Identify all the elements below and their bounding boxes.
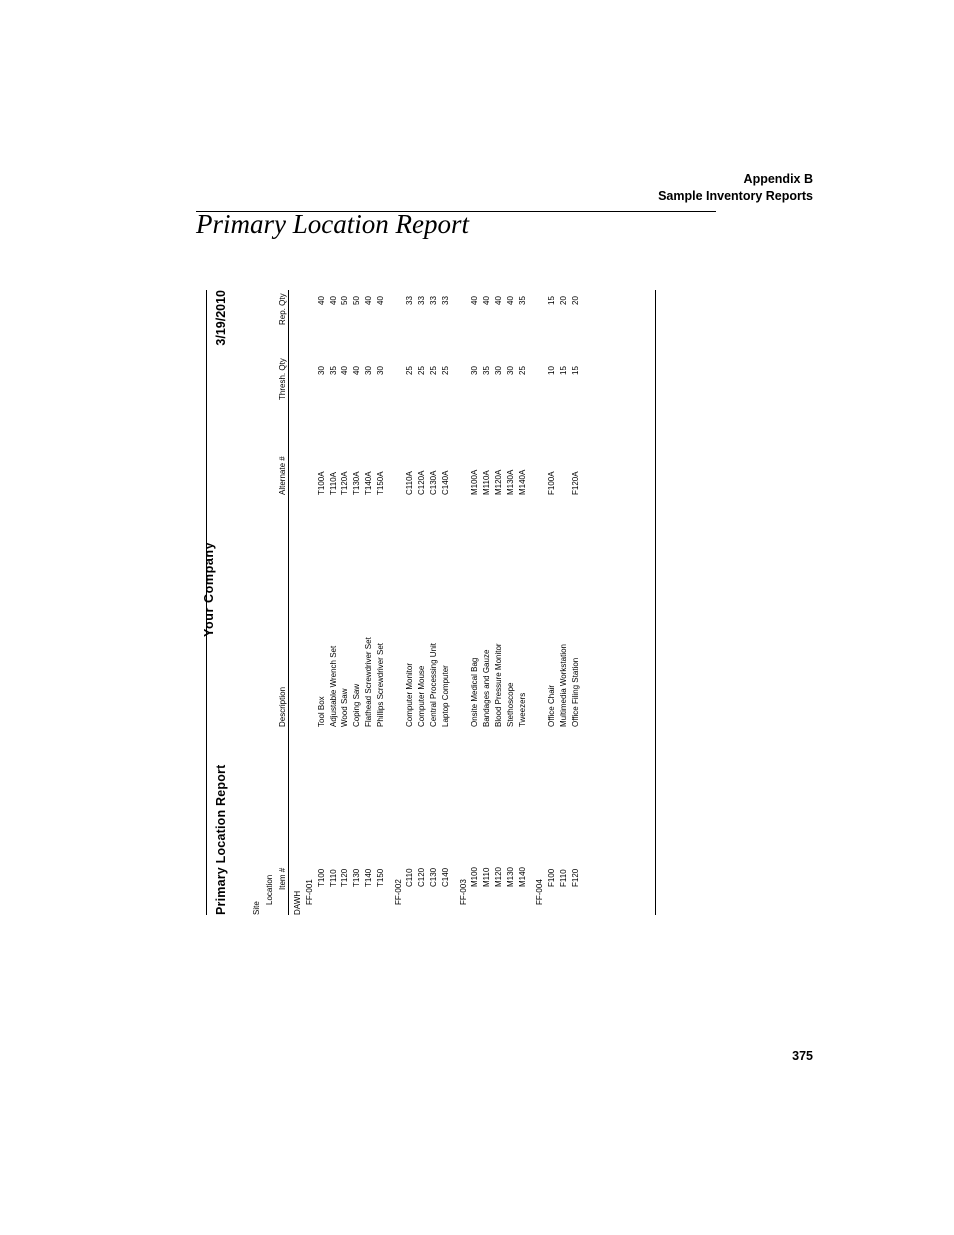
item-description: Computer Mouse — [417, 665, 427, 727]
header-rule-line — [288, 290, 289, 915]
item-rep-qty: 40 — [364, 296, 373, 305]
item-rep-qty: 50 — [340, 296, 350, 305]
item-thresh-qty: 35 — [482, 366, 492, 375]
location-code: FF-004 — [535, 879, 545, 905]
header-site: Site — [252, 901, 261, 915]
item-rep-qty: 40 — [470, 296, 480, 305]
item-number: C120 — [417, 867, 427, 887]
item-rep-qty: 20 — [559, 296, 568, 305]
item-number: F120 — [570, 868, 580, 887]
item-number: T110 — [328, 869, 338, 887]
header-item: Item # — [278, 867, 287, 890]
item-number: T150 — [375, 868, 385, 887]
item-number: M110 — [482, 867, 492, 887]
item-rep-qty: 33 — [417, 296, 427, 305]
item-rep-qty: 20 — [570, 296, 580, 305]
item-thresh-qty: 25 — [417, 366, 427, 375]
item-thresh-qty: 30 — [470, 366, 480, 375]
item-rep-qty: 40 — [482, 296, 492, 305]
item-description: Onsite Medical Bag — [470, 657, 480, 727]
item-alternate: T100A — [316, 471, 326, 495]
item-rep-qty: 33 — [405, 296, 415, 305]
item-thresh-qty: 15 — [559, 366, 568, 375]
item-number: M120 — [494, 866, 503, 887]
location-code: FF-003 — [458, 879, 468, 905]
item-rep-qty: 33 — [440, 296, 450, 305]
item-thresh-qty: 25 — [440, 366, 450, 375]
item-alternate: F120A — [570, 471, 580, 495]
item-thresh-qty: 25 — [429, 366, 438, 375]
running-head — [658, 171, 813, 205]
item-alternate: M110A — [482, 470, 492, 495]
item-thresh-qty: 30 — [494, 366, 503, 375]
header-thresh-qty: Thresh. Qty — [278, 358, 287, 400]
item-number: M130 — [505, 866, 515, 887]
report-date: 3/19/2010 — [214, 290, 228, 346]
location-code: FF-002 — [393, 879, 403, 905]
item-alternate: C110A — [405, 471, 415, 495]
rotated-report — [198, 290, 662, 915]
item-number: F110 — [559, 869, 568, 887]
item-description: Stethoscope — [505, 682, 515, 727]
item-thresh-qty: 40 — [340, 366, 350, 375]
item-alternate: C140A — [440, 470, 450, 495]
item-description: Central Processing Unit — [429, 642, 438, 727]
item-alternate: T120A — [340, 471, 350, 495]
item-alternate: T130A — [352, 471, 362, 495]
report-title: Primary Location Report — [214, 764, 228, 915]
item-number: F100 — [547, 868, 557, 887]
item-alternate: M130A — [505, 469, 515, 495]
item-alternate: C120A — [417, 470, 427, 495]
item-alternate: T140A — [364, 471, 373, 495]
item-alternate: T150A — [375, 471, 385, 495]
report-bottom-rule — [655, 290, 656, 915]
item-rep-qty: 35 — [517, 296, 527, 305]
header-location: Location — [265, 874, 274, 905]
item-rep-qty: 40 — [375, 296, 385, 305]
item-description: Blood Pressure Monitor — [494, 643, 503, 727]
header-rep-qty: Rep. Qty — [278, 293, 287, 325]
item-alternate: T110A — [328, 472, 338, 495]
item-description: Multimedia Workstation — [559, 644, 568, 727]
item-number: C140 — [440, 867, 450, 887]
item-thresh-qty: 30 — [364, 366, 373, 375]
item-alternate: M120A — [494, 469, 503, 495]
item-description: Office Chair — [547, 684, 557, 727]
item-rep-qty: 40 — [316, 296, 326, 305]
page-title: Primary Location Report — [196, 209, 469, 239]
item-number: T140 — [364, 868, 373, 887]
item-rep-qty: 40 — [494, 296, 503, 305]
item-rep-qty: 40 — [328, 296, 338, 305]
item-thresh-qty: 35 — [328, 366, 338, 375]
item-number: T130 — [352, 868, 362, 887]
item-number: C110 — [405, 868, 415, 887]
site-code: DAWH — [293, 890, 302, 915]
item-description: Flathead Screwdriver Set — [364, 637, 373, 727]
item-description: Phillips Screwdriver Set — [375, 642, 385, 727]
header-description: Description — [278, 686, 287, 727]
item-description: Tweezers — [517, 692, 527, 727]
location-code: FF-001 — [305, 879, 314, 905]
item-alternate: C130A — [429, 470, 438, 495]
item-description: Laptop Computer — [440, 665, 450, 727]
item-description: Bandages and Gauze — [482, 649, 492, 727]
item-thresh-qty: 10 — [547, 366, 557, 375]
page-number: 375 — [792, 1049, 813, 1063]
item-thresh-qty: 30 — [375, 366, 385, 375]
report-page — [198, 290, 662, 915]
item-rep-qty: 50 — [352, 296, 362, 305]
item-description: Tool Box — [316, 696, 326, 727]
item-rep-qty: 33 — [429, 296, 438, 305]
item-alternate: M100A — [470, 469, 480, 495]
item-alternate: F100A — [547, 471, 557, 495]
item-rep-qty: 40 — [505, 296, 515, 305]
report-company: Your Company — [202, 541, 216, 637]
item-description: Office Filing Station — [570, 657, 580, 727]
item-number: T100 — [316, 868, 326, 887]
item-thresh-qty: 30 — [316, 366, 326, 375]
item-description: Adjustable Wrench Set — [328, 645, 338, 727]
item-number: T120 — [340, 868, 350, 887]
item-number: C130 — [429, 867, 438, 887]
item-description: Computer Monitor — [405, 662, 415, 727]
item-description: Wood Saw — [340, 688, 350, 727]
running-head-section: Sample Inventory Reports — [658, 189, 813, 203]
item-number: M100 — [470, 866, 480, 887]
running-head-appendix: Appendix B — [743, 172, 813, 186]
item-alternate: M140A — [517, 469, 527, 495]
item-thresh-qty: 30 — [505, 366, 515, 375]
item-thresh-qty: 25 — [405, 366, 415, 375]
item-thresh-qty: 15 — [570, 366, 580, 375]
item-thresh-qty: 40 — [352, 366, 362, 375]
header-alternate: Alternate # — [278, 456, 287, 495]
item-rep-qty: 15 — [547, 296, 557, 305]
item-number: M140 — [517, 866, 527, 887]
item-thresh-qty: 25 — [517, 366, 527, 375]
item-description: Coping Saw — [352, 683, 362, 727]
